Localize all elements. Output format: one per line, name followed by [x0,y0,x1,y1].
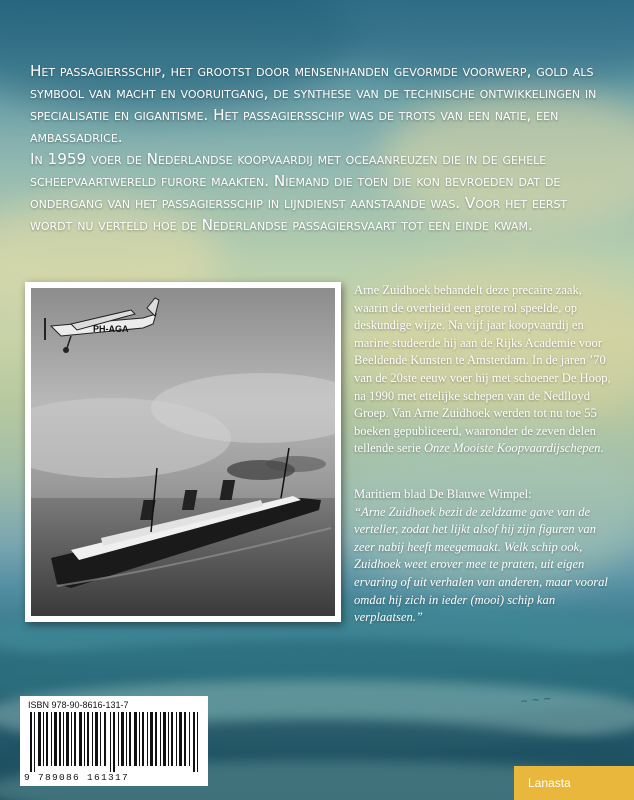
series-title: Onze Mooiste Koopvaardijschepen. [423,441,604,456]
review-block [354,486,612,627]
intro-paragraph-2: In 1959 voer de Nederlandse koopvaardij met oceaanreuzen die in de gehele scheepvaartwereld furore maakten. Niemand die toen die kon bevroeden dat de ondergang van het passagiersschip in lijndienst aanstaande was. Voor het eerst wordt nu verteld hoe de Nederlandse passagiersvaart tot een einde kwam. [30,150,568,234]
isbn-label: ISBN 978-90-8616-131-7 [28,700,129,710]
ocean-liner-photo [31,288,335,616]
barcode [20,696,208,786]
plane-registration: PH-AGA [93,324,129,334]
review-source: Maritiem blad De Blauwe Wimpel: [354,487,532,501]
barcode-bars [30,712,202,772]
painter-signature: ~ ~ ~ [519,693,552,708]
review-quote: “Arne Zuidhoek bezit de zeldzame gave van de verteller, zodat het lijkt alsof hij zijn figuren van zeer nabij heeft meegemaakt. Welk schip ook, Zuidhoek weet erover mee te praten, uit eigen ervaring of uit verhalen van anderen, maar vooral omdat hij zich in ieder (mooi) schip kan verplaatsen.” [354,504,608,625]
author-bio [354,282,612,458]
historic-photo [25,282,341,622]
intro-text [30,60,610,236]
author-bio-text: Arne Zuidhoek behandelt deze precaire zaak, waarin de overheid een grote rol speelde, op deskundige wijze. Na vijf jaar koopvaardij en marine studeerde hij aan de Rijks Academie voor Beeldende Kunsten te Amsterdam. In de jaren ’70 van de 20ste eeuw voer hij met schoener De Hoop, na 1990 met ettelijke schepen van de Nedlloyd Groep. Van Arne Zuidhoek werden tot nu toe 55 boeken gepubliceerd, waaronder de zeven delen tellende serie [354,283,611,456]
barcode-digits: 9 789086 161317 [24,772,130,783]
intro-paragraph-1: Het passagiersschip, het grootst door mensenhanden gevormde voorwerp, gold als symbool van macht en vooruitgang, de synthese van de technische ontwikkelingen in specialisatie en gigantisme. Het passagiersschip was de trots van een natie, een ambassadrice. [30,62,597,146]
publisher-label: Lanasta [514,766,634,800]
